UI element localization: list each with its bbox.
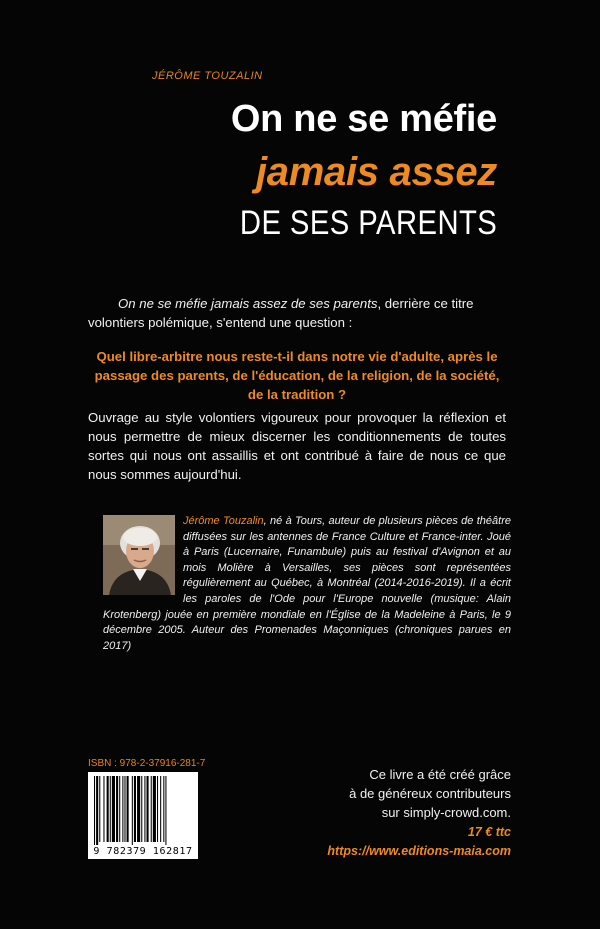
- barcode-digits: 9 782379 162817: [88, 845, 198, 859]
- body-paragraph: Ouvrage au style volontiers vigoureux pour provoquer la réflexion et nous permettre de mieux discerner les conditionnements de toutes sortes qui nous ont assaillis et ont contribué à faire de nous ce que nous sommes aujourd'hui.: [88, 410, 506, 482]
- crowd-line-3: sur simply-crowd.com.: [381, 805, 511, 820]
- bio-text: , né à Tours, auteur de plusieurs pièces de théâtre diffusées sur les antennes de France Culture et France-inter. Joué à Paris (Lucernaire, Funambule) puis au festival d'Avignon et au mois Molière à Versailles, ses pièces sont représentées régulièrement au Québec, à Montréal (2014-2016-2019). Il a écrit les paroles de l'Ode pour l'Europe nouvelle (musique: Alain Krotenberg) jouée en première mondiale en l'Église de la Madeleine à Paris, le 9 décembre 2005. Auteur des Promenades Maçonniques (chroniques parues en 2017): [103, 515, 511, 652]
- crowd-line-2: à de généreux contributeurs: [349, 786, 511, 801]
- crowd-line-1: Ce livre a été créé grâce: [369, 767, 511, 782]
- title-line-2: jamais assez: [255, 150, 497, 194]
- intro-title-italic: On ne se méfie jamais assez de ses parents: [118, 296, 378, 311]
- intro-rest: , derrière ce titre volontiers polémique, s'entend une question :: [88, 296, 474, 330]
- isbn-label: ISBN : 978-2-37916-281-7: [88, 758, 206, 769]
- barcode-icon: [88, 772, 198, 846]
- title-line-3: DE SES PARENTS: [239, 204, 497, 242]
- author-bio: [103, 514, 511, 654]
- bio-author-name: Jérôme Touzalin: [183, 515, 264, 527]
- intro-paragraph: [88, 294, 506, 332]
- crowdfunding-note: [349, 765, 511, 822]
- author-name-top: JÉRÔME TOUZALIN: [152, 70, 263, 82]
- question-paragraph: Quel libre-arbitre nous reste-t-il dans notre vie d'adulte, après le passage des parents, de l'éducation, de la religion, de la société, de la tradition ?: [94, 349, 500, 402]
- price-label: 17 € ttc: [467, 825, 511, 839]
- publisher-url[interactable]: https://www.editions-maia.com: [327, 844, 511, 858]
- barcode: [88, 772, 198, 854]
- title-line-1: On ne se méfie: [230, 98, 497, 140]
